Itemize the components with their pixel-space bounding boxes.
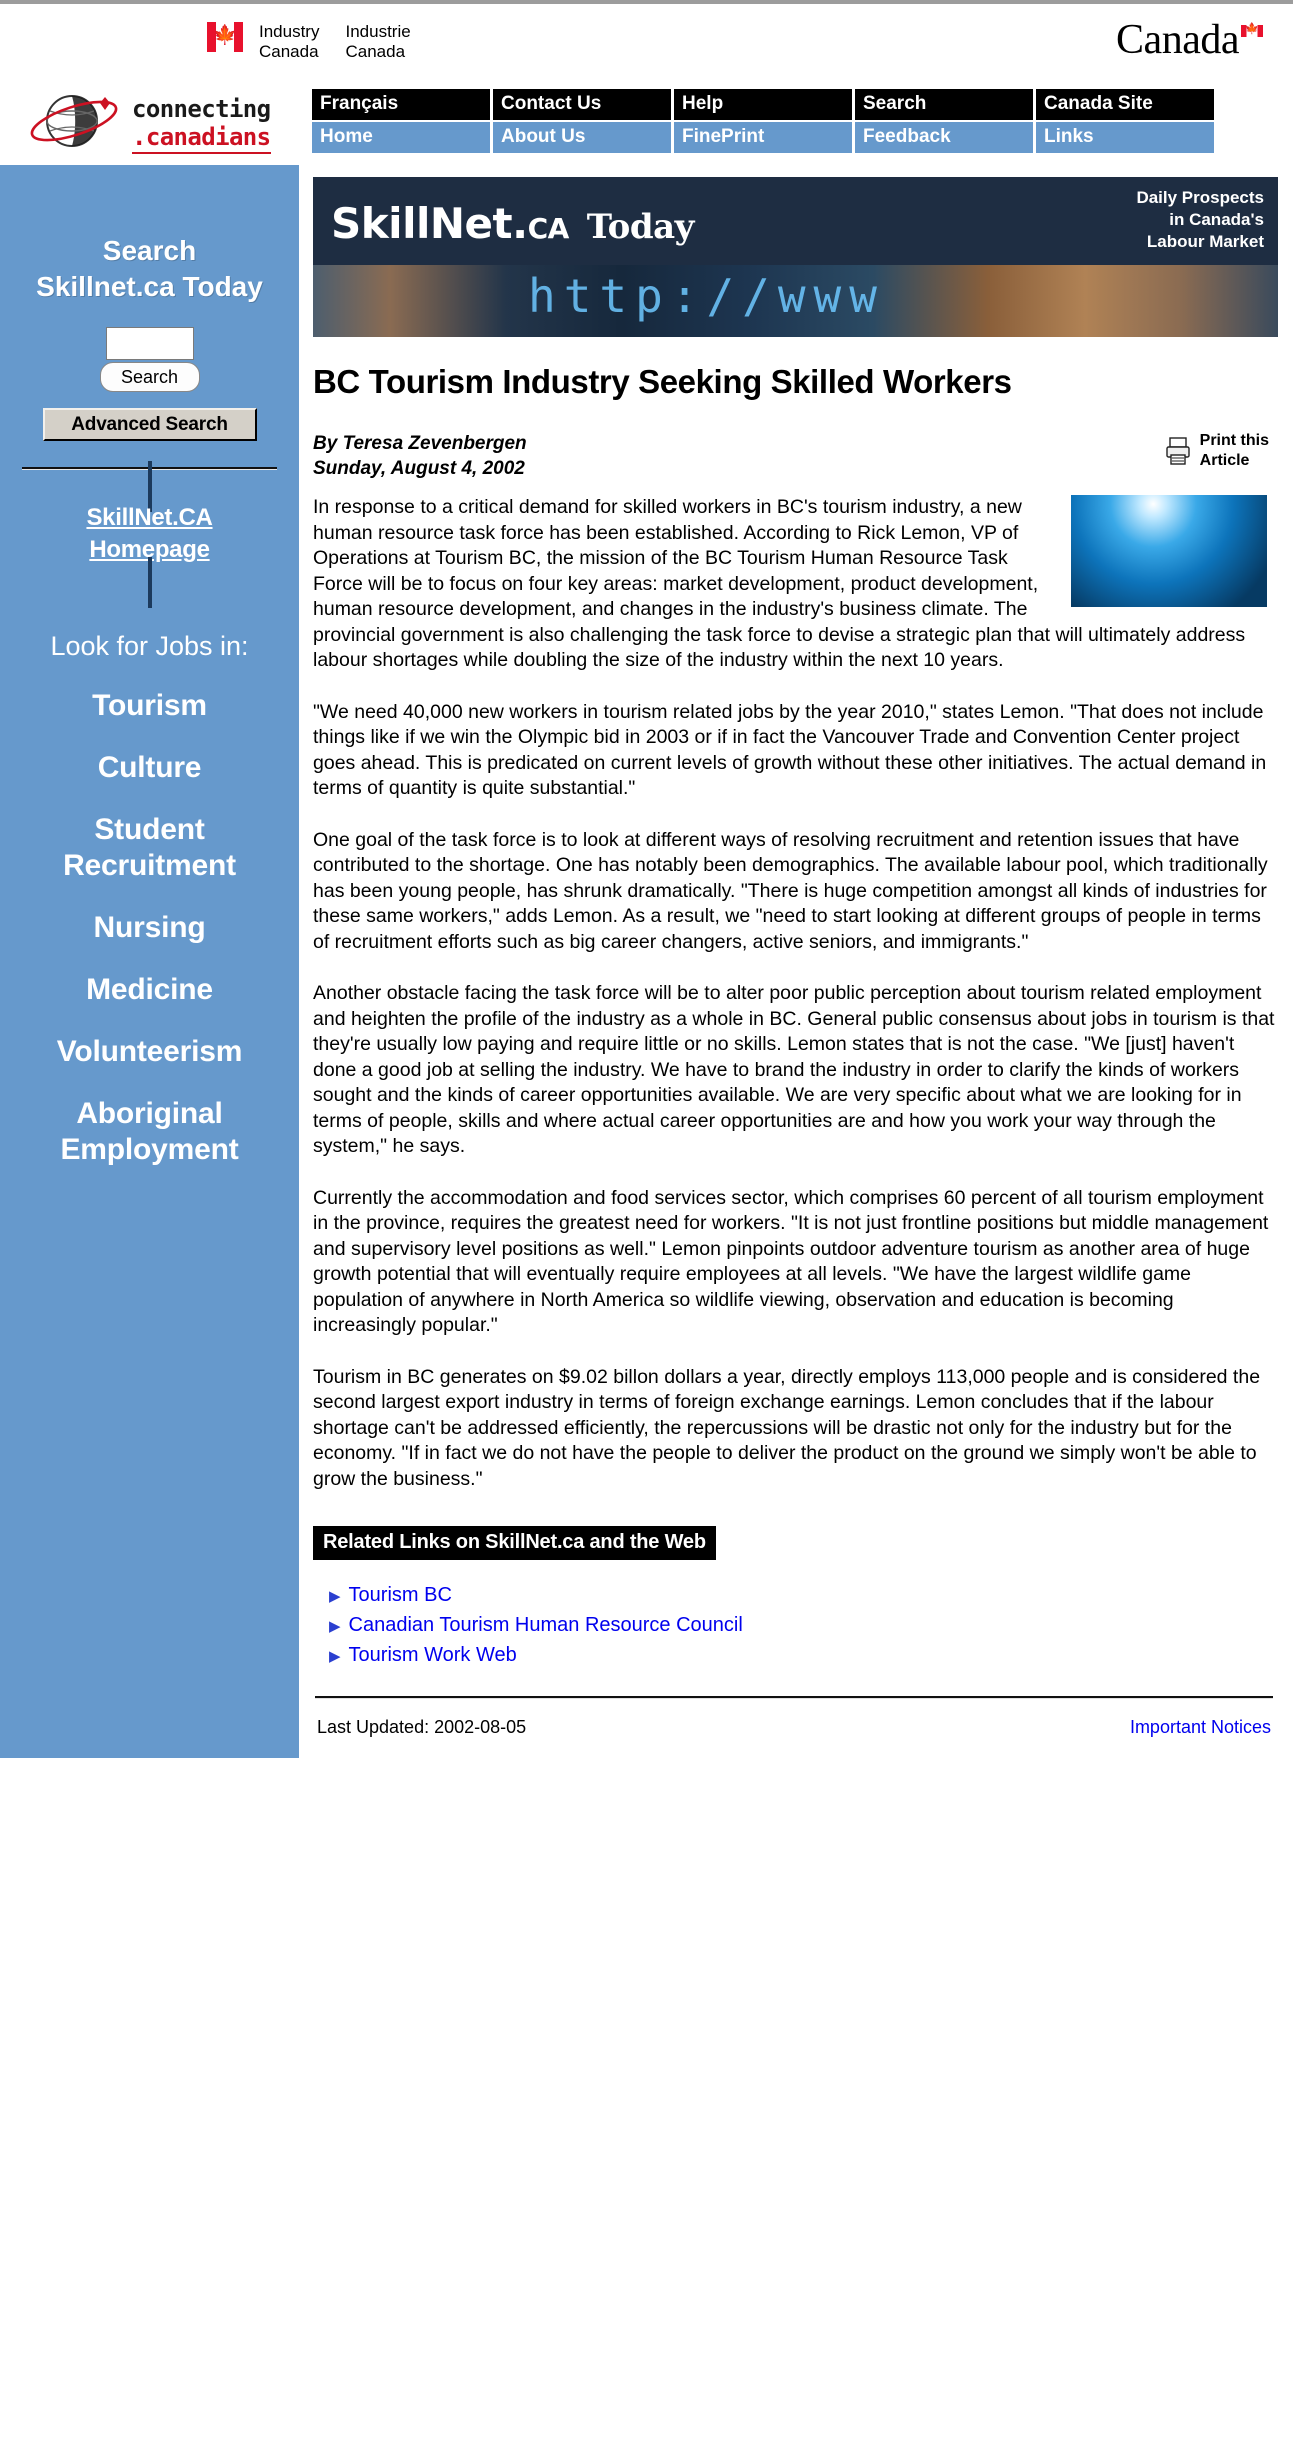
job-category-list xyxy=(12,688,287,1168)
related-link-tourism-bc[interactable]: Tourism BC xyxy=(348,1584,452,1606)
search-input[interactable] xyxy=(106,327,194,360)
government-header-band xyxy=(0,0,1293,85)
wordmark-flag-icon: 🍁 xyxy=(1241,25,1263,37)
article-paragraph: "We need 40,000 new workers in tourism related jobs by the year 2010," states Lemon. "That does not include things like if we win the Olympic bid in 2003 or if in fact the Vancouver Trade and Convention Center project goes ahead. This is predicated on current levels of growth without these other initiatives. The actual demand in terms of quantity is quite substantial." xyxy=(313,700,1267,799)
department-english xyxy=(259,22,319,62)
jobs-heading: Look for Jobs in: xyxy=(50,631,249,661)
article-paragraph: In response to a critical demand for skilled workers in BC's tourism industry, a new human resource task force has been established. According to Rick Lemon, VP of Operations at Tourism BC, the mission of the BC Tourism Human Resource Task Force will be to focus on four key areas: market development, product development, human resource development, and changes in the industry's business climate. The provincial government is also challenging the task force to devise a strategic plan that will ultimately address labour shortages while doubling the size of the industry within the next 10 years. xyxy=(313,496,1246,671)
sidebar-search-form xyxy=(12,327,287,392)
waterfall-photo xyxy=(1071,495,1267,607)
printer-icon xyxy=(1164,436,1192,466)
important-notices-link[interactable]: Important Notices xyxy=(1129,1717,1271,1737)
department-fr-line2: Canada xyxy=(345,42,406,61)
last-updated xyxy=(317,1717,526,1738)
nav-row-primary xyxy=(312,89,1282,120)
article-date: Sunday, August 4, 2002 xyxy=(313,458,525,479)
main-content xyxy=(299,165,1293,1758)
last-updated-value: 2002-08-05 xyxy=(434,1717,527,1737)
department-fr-line1: Industrie xyxy=(345,22,411,41)
banner-title-dot: . xyxy=(512,199,528,248)
article-body xyxy=(313,495,1279,1492)
nav-item-feedback[interactable]: Feedback xyxy=(855,122,1033,153)
skillnet-today-banner xyxy=(313,177,1278,337)
sidebar-search-title-line1: Search xyxy=(102,235,197,266)
article-paragraph: Tourism in BC generates on $9.02 billon dollars a year, directly employs 113,000 people and is considered the second largest export industry in terms of foreign exchange earnings. Lemon concludes that if the labour shortage can't be addressed efficiently, the repercussions will be drastic not only for the industry but for the economy. "If in fact we do not have the people to deliver the product on the ground we simply won't be able to grow the business." xyxy=(313,1365,1261,1490)
sidebar-item-tourism[interactable]: Tourism xyxy=(92,689,207,722)
search-button[interactable]: Search xyxy=(100,362,200,392)
skillnet-homepage-button[interactable] xyxy=(12,461,287,608)
advanced-search-button[interactable]: Advanced Search xyxy=(43,408,257,441)
triangle-bullet-icon: ▶ xyxy=(329,1588,341,1605)
list-item xyxy=(329,1612,1279,1638)
related-link-cthrc[interactable]: Canadian Tourism Human Resource Council xyxy=(348,1614,743,1636)
banner-photo-strip xyxy=(313,265,1278,337)
article-paragraph: One goal of the task force is to look at different ways of resolving recruitment and retention issues that have contributed to the shortage. One has notably been demographics. The available labour pool, which traditionally has been young people, has shrunk dramatically. "There is huge competition amongst all kinds of industries for these same workers," adds Lemon. As a result, we "need to start looking at different groups of people in terms of recruitment efforts such as big career changers, active seniors, and immigrants." xyxy=(313,828,1268,953)
masthead xyxy=(0,85,1293,165)
department-en-line2: Canada xyxy=(259,42,319,61)
nav-item-help[interactable]: Help xyxy=(674,89,852,120)
canada-flag-icon: 🍁 xyxy=(207,22,243,52)
department-en-line1: Industry xyxy=(259,22,320,41)
sidebar-item-medicine[interactable]: Medicine xyxy=(86,973,213,1006)
sidebar-item-aboriginal-employment[interactable]: Aboriginal Employment xyxy=(60,1097,239,1166)
nav-item-canada-site[interactable]: Canada Site xyxy=(1036,89,1214,120)
nav-item-home[interactable]: Home xyxy=(312,122,490,153)
list-item xyxy=(329,1642,1279,1668)
sidebar xyxy=(0,165,299,1758)
nav-item-francais[interactable]: Français xyxy=(312,89,490,120)
canada-wordmark xyxy=(1116,16,1263,64)
nav-item-links[interactable]: Links xyxy=(1036,122,1214,153)
sidebar-item-student-recruitment[interactable]: Student Recruitment xyxy=(63,813,236,882)
nav-item-fineprint[interactable]: FinePrint xyxy=(674,122,852,153)
list-item xyxy=(329,1582,1279,1608)
canada-wordmark-text: Canada xyxy=(1116,17,1239,63)
nav-row-secondary xyxy=(312,122,1282,153)
sidebar-item-nursing[interactable]: Nursing xyxy=(93,911,206,944)
sidebar-item-culture[interactable]: Culture xyxy=(97,751,202,784)
banner-tagline-line3: Labour Market xyxy=(1146,232,1264,251)
triangle-bullet-icon: ▶ xyxy=(329,1618,341,1635)
industry-canada-signature xyxy=(207,22,411,62)
homepage-button-line1: SkillNet.CA xyxy=(86,504,213,531)
banner-title xyxy=(331,199,694,248)
sidebar-search-title-line2: Skillnet.ca Today xyxy=(36,271,263,302)
article-paragraph: Currently the accommodation and food services sector, which comprises 60 percent of all tourism employment in the province, requires the greatest need for workers. "It is not just frontline positions but middle management and supervisory level positions as well." Lemon pinpoints outdoor adventure tourism as another area of huge growth potential that will eventually require employees at all levels. "We have the largest wildlife game population of anywhere in North America so wildlife viewing, observation and education is becoming increasingly popular." xyxy=(313,1186,1269,1336)
banner-title-ca: CA xyxy=(527,212,569,245)
banner-tagline xyxy=(1136,187,1264,253)
body-layout xyxy=(0,165,1293,1758)
nav-item-search[interactable]: Search xyxy=(855,89,1033,120)
related-links-heading: Related Links on SkillNet.ca and the Web xyxy=(313,1526,716,1560)
related-links-list xyxy=(329,1582,1279,1668)
department-french xyxy=(345,22,410,62)
banner-title-today: Today xyxy=(586,207,694,247)
last-updated-label: Last Updated: xyxy=(317,1717,430,1737)
article-author: By Teresa Zevenbergen xyxy=(313,433,527,454)
page-title: BC Tourism Industry Seeking Skilled Workers xyxy=(313,363,1012,400)
print-link-line1: Print this xyxy=(1199,432,1269,449)
department-names xyxy=(259,22,411,62)
logo-line-2: .canadians xyxy=(132,123,271,154)
banner-tagline-line1: Daily Prospects xyxy=(1136,188,1264,207)
nav-item-about-us[interactable]: About Us xyxy=(493,122,671,153)
top-navigation xyxy=(312,89,1282,153)
connecting-canadians-logo[interactable] xyxy=(28,89,300,163)
byline xyxy=(313,431,1279,481)
triangle-bullet-icon: ▶ xyxy=(329,1648,341,1665)
byline-row xyxy=(313,431,1279,489)
print-link-line2: Article xyxy=(1199,452,1250,469)
logo-line-1: connecting xyxy=(132,95,271,123)
print-article-link[interactable] xyxy=(1164,431,1269,471)
globe-orbit-icon xyxy=(28,89,124,155)
banner-title-main: SkillNet xyxy=(331,199,513,248)
print-link-text xyxy=(1200,431,1269,471)
sidebar-item-volunteerism[interactable]: Volunteerism xyxy=(56,1035,243,1068)
page-footer xyxy=(313,1699,1279,1758)
homepage-button-line2: Homepage xyxy=(89,536,210,563)
nav-item-contact-us[interactable]: Contact Us xyxy=(493,89,671,120)
banner-tagline-line2: in Canada's xyxy=(1169,210,1264,229)
related-link-tourism-work-web[interactable]: Tourism Work Web xyxy=(348,1644,517,1666)
sidebar-search-title xyxy=(12,233,287,305)
article-paragraph: Another obstacle facing the task force will be to alter poor public perception about tourism related employment and heighten the profile of the industry as a whole in BC. General public consensus about jobs in tourism is that they're usually low paying and require little or no skills. Lemon states that is not the case. "We [just] haven't done a good job at selling the industry. We have to brand the industry in order to clarify the kinds of workers sought and the kinds of career opportunities available. We are very specific about what we are looking for in terms of people, skills and where actual career opportunities are and how you work your way through the system," he says. xyxy=(313,982,1275,1157)
